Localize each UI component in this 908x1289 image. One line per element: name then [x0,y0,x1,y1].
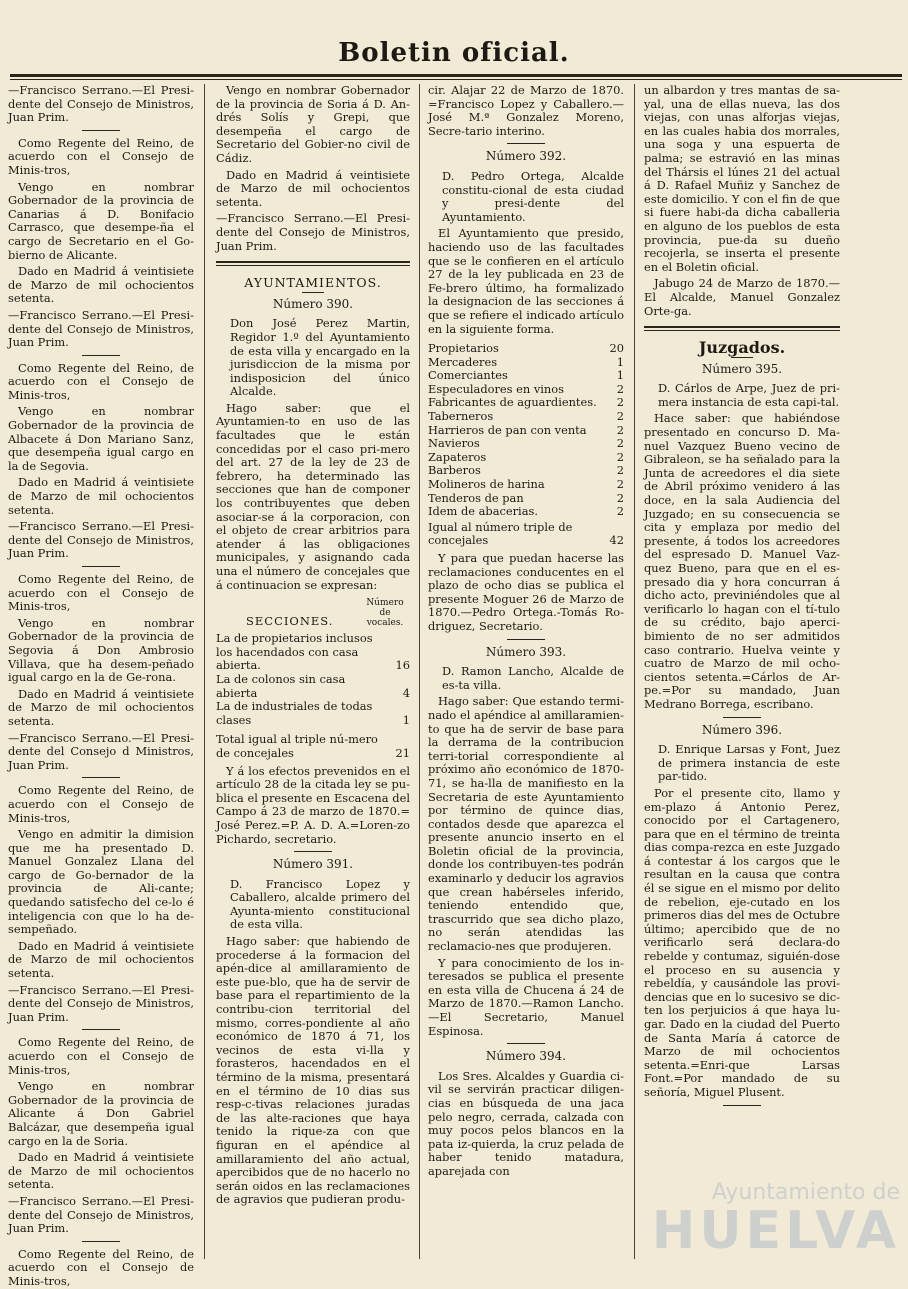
list-total [428,521,624,548]
decree-date: Dado en Madrid á veintisiete de Marzo de mil ochocientos setenta. [8,938,194,981]
list-item-value: 2 [616,449,624,464]
column-divider-1 [204,84,205,1259]
decree-date: Dado en Madrid á veintisiete de Marzo de mil ochocientos setenta. [8,1150,194,1192]
sections-heading: SECCIONES. [246,613,334,628]
notice-number: Número 392. [485,149,567,164]
list-item [428,492,624,506]
list-item-label: Mercaderes [428,354,498,369]
list-item-label: Taberneros [428,409,494,424]
list-item [428,437,624,451]
watermark-line-1: Ayuntamiento de [711,1180,900,1205]
table-row [216,673,410,700]
notice-body: un albardon y tres mantas de sa-yal, una de ellas nueva, las dos viejas, con unas alforjas viejas, en las cuales habia dos morrales, una soga y una espuerta de palma; se estravió en las minas del Thársis el lúnes 21 del actual á D. Rafael Muñiz y Sanchez de este domicilio. Y con el fin de que si fuere habi-da dicha caballeria en alguno de los pueblos de esta provincia, pue-da su dueño recojerla, se inserta el presente en el Boletin oficial. [644,83,840,274]
notice-heading: D. Pedro Ortega, Alcalde constitu-cional de esta ciudad y presi-dente del Ayuntamiento. [442,168,624,224]
row-label: La de industriales de todas clases [216,699,373,727]
list-item-label: Comerciantes [428,368,508,383]
list-item [428,383,624,397]
column-3 [428,84,624,1269]
notice-number: Número 393. [485,644,567,659]
list-item-label: Molineros de harina [428,477,545,492]
decree-preamble: Como Regente del Reino, de acuerdo con el Consejo de Minis-tros, [8,1246,194,1288]
separator [507,639,545,640]
row-value: 1 [402,712,410,727]
notice-heading: Don José Perez Martin, Regidor 1.º del Ayuntamiento de esta villa y encargado en la jurisdiccion de la misma por indisposicion del único Alcalde. [230,316,410,399]
notice-number: Número 391. [272,857,354,872]
separator [507,143,545,144]
column-divider-2 [419,84,420,1259]
notice-heading: D. Enrique Larsas y Font, Juez de primera instancia de este par-tido. [658,742,840,784]
list-item-label: Propietarios [428,341,499,356]
total-value: 21 [395,745,410,760]
notice-number: Número 395. [701,361,783,376]
list-item [428,424,624,438]
signature: —Francisco Serrano.—El Presi-dente del Consejo d Ministros, Juan Prim. [8,730,194,772]
signature: —Francisco Serrano.—El Presi-dente del Consejo de Ministros, Juan Prim. [8,1193,194,1236]
notice-number: Número 396. [701,722,783,737]
separator [723,717,761,718]
list-item-label: Navieros [428,436,480,451]
decree-body: Vengo en admitir la dimision que me ha presentado D. Manuel Gonzalez Llana del cargo de Go-bernador de la provincia de Ali-cante; quedando satisfecho del ce-lo é inteligencia con que lo ha de-sempeñado. [8,827,194,937]
notice-body: Hago saber: que habiendo de procederse á la formacion del apén-dice al amillaramiento de este pue-blo, que ha de servir de base para el repartimiento de la contribu-cion territorial del mismo, corres-pondiente al año económico de 1870 á 71, los vecinos de esta vi-lla y forasteros, hacendados en el término de la misma, presentará en el término de 10 dias sus resp-c-tivas relaciones juradas de las alte-raciones que haya tenido la rique-za con que figuran en el apéndice al amillaramiento del año actual, apercibidos que de no hacerlo no serán oidos en las reclamaciones de agravios que pudieran produ- [216,934,410,1207]
signature: —Francisco Serrano.—El Presi-dente del Consejo de Ministros, Juan Prim. [8,307,194,350]
decree-preamble: Como Regente del Reino, de acuerdo con el Consejo de Minis-tros, [8,572,194,614]
decree-preamble: Como Regente del Reino, de acuerdo con el Consejo de Minis-tros, [8,360,194,402]
section-title-juzgados: Juzgados. [698,338,786,358]
list-item-label: Barberos [428,463,481,478]
decree-preamble: Como Regente del Reino, de acuerdo con el Consejo de Minis-tros, [8,135,194,177]
list-item-value: 1 [616,368,624,383]
list-item-label: Harrieros de pan con venta [428,422,587,437]
notice-body: Y para que puedan hacerse las reclamaciones conducentes en el plazo de ocho dias se publica el presente Moguer 26 de Marzo de 1870.—Pedro Ortega.-Tomás Ro-driguez, Secretario. [428,551,624,633]
notice-heading: D. Cárlos de Arpe, Juez de pri-mera instancia de esta capi-tal. [658,381,840,409]
signature: —Francisco Serrano.—El Presi-dente del Consejo de Ministros, Juan Prim. [8,982,194,1024]
notice-heading: D. Ramon Lancho, Alcalde de es-ta villa. [442,664,624,692]
section-rule [216,261,410,266]
list-item-value: 2 [616,409,624,424]
table-row [216,700,410,727]
vocales-heading: Número de vocales. [366,598,404,629]
notice-body: Hace saber: que habiéndose presentado en concurso D. Ma-nuel Vazquez Bueno vecino de Gibraleon, se ha señalado para la Junta de acreedores el dia siete de Abril próximo venidero á las doce, en la sala Audiencia del Juzgado; en su consecuencia se cita y emplaza por medio del presente, á todos los acreedores del espresado D. Manuel Vaz-quez Bueno, para que en el es-presado dia y hora concurran á dicho acto, previniéndoles que al verificarlo lo hagan con el tí-tulo de su crédito, bajo aperci-bimiento de no ser admitidos caso contrario. Huelva veinte y cuatro de Marzo de mil ocho-cientos setenta.=Cárlos de Ar-pe.=Por su mandado, Juan Medrano Borrega, escribano. [644,411,840,711]
list-item-value: 2 [616,463,624,478]
list-item-value: 20 [609,341,624,356]
section-title-ayuntamientos: AYUNTAMIENTOS. [244,275,382,291]
list-item-label: Especuladores en vinos [428,381,564,396]
watermark-logo [560,1180,900,1270]
notice-number: Número 394. [485,1049,567,1064]
header-rule [10,74,902,77]
decree-date: Dado en Madrid á veintisiete de Marzo de mil ochocientos setenta. [8,264,194,306]
decree-preamble: Como Regente del Reino, de acuerdo con el Consejo de Minis-tros, [8,783,194,825]
separator [302,292,324,293]
signature: —Francisco Serrano.—El Presi-dente del Consejo de Ministros, Juan Prim. [216,211,410,253]
list-item [428,505,624,519]
separator [723,1105,761,1106]
header-rule-thin [10,79,902,80]
table-row [216,632,410,673]
list-item-value: 2 [616,381,624,396]
list-item [428,451,624,465]
list-item-label: Zapateros [428,449,487,464]
notice-body: Hago saber: Que estando termi-nado el apéndice al amillaramien-to que ha de servir de base para la derrama de la contribucion terri-torial correspondiente al próximo año económico de 1870-71, se ha-lla de manifiesto en la Secretaria de este Ayuntamiento por término de quince dias, contados desde que aparezca el presente anuncio inserto en el Boletin oficial de la provincia, donde los contribuyen-tes podrán examinarlo y deducir los agravios que crean habérseles inferido, teniendo entendido que, trascurrido que sea dicho plazo, no serán atendidas las reclamacio-nes que produjeren. [428,694,624,954]
decree-body: Vengo en nombrar Gobernador de la provincia de Soria á D. An-drés Solís y Grepi, que desempeña el cargo de Secretario del Gobier-no civil de Cádiz. [216,83,410,165]
list-item-value: 2 [616,422,624,437]
row-value: 4 [402,685,410,700]
list-item-value: 2 [616,490,624,505]
watermark-line-2: HUELVA [651,1201,900,1261]
list-item-value: 2 [616,395,624,410]
table-row-total [216,727,410,760]
sections-table-header [216,598,410,628]
notice-body: Hago saber: que el Ayuntamien-to en uso de las facultades que le están concedidas por el caso pri-mero del art. 27 de la ley de 23 de febrero, ha determinado las secciones que han de componer los contribuyentes que deben asociar-se á la corporacion, con el objeto de crear arbitrios para atender á las obligaciones municipales, y asignando cada una el número de concejales que á continuacion se expresan: [216,400,410,592]
notice-body: El Ayuntamiento que presido, haciendo uso de las facultades que se le confieren en el artículo 27 de la ley publicada en 23 de Fe-brero último, ha formalizado la designacion de las secciones á que se refiere el indicado artículo en la siguiente forma. [428,226,624,336]
signature: —Francisco Serrano.—El Presi-dente del Consejo de Ministros, Juan Prim. [8,519,194,561]
masthead-title: Boletin oficial. [338,38,570,68]
row-label: La de propietarios inclusos los hacendados con casa abierta. [216,631,373,673]
decree-body: Vengo en nombrar Gobernador de la provincia de Canarias á D. Bonifacio Carrasco, que desempe-ña el cargo de Secretario en el Go-bierno de Alicante. [8,179,194,262]
decree-body: Vengo en nombrar Gobernador de la provincia de Albacete á Don Mariano Sanz, que desempeña igual cargo en la de Segovia. [8,404,194,473]
notice-heading: D. Francisco Lopez y Caballero, alcalde primero del Ayunta-miento constitucional de esta villa. [230,876,410,932]
notice-signature: Jabugo 24 de Marzo de 1870.— El Alcalde, Manuel Gonzalez Orte-ga. [644,276,840,318]
decree-date: Dado en Madrid á veintisiete de Marzo de mil ochocientos setenta. [8,475,194,517]
list-item [428,410,624,424]
list-item-value: 2 [616,477,624,492]
column-4 [644,84,840,1269]
row-value: 16 [395,658,410,673]
sections-table [216,632,410,760]
notice-number: Número 390. [272,296,354,311]
column-divider-3 [634,84,635,1259]
notice-body: Y para conocimiento de los in-teresados se publica el presente en esta villa de Chucena á 24 de Marzo de 1870.—Ramon Lancho. —El Secretario, Manuel Espinosa. [428,955,624,1038]
list-item [428,369,624,383]
sections-list [428,342,624,519]
notice-body: Y á los efectos prevenidos en el artículo 28 de la citada ley se pu-blica el presente en Escacena del Campo á 23 de marzo de 1870.= José Perez.=P. A. D. A.=Loren-zo Pichardo, secretario. [216,763,410,846]
separator [82,777,120,778]
row-label: La de colonos sin casa abierta [216,671,346,700]
separator [82,130,120,131]
decree-date: Dado en Madrid á veintisiete de Marzo de mil ochocientos setenta. [8,686,194,728]
section-rule [644,326,840,331]
list-item [428,396,624,410]
decree-body: Vengo en nombrar Gobernador de la provincia de Alicante á Don Gabriel Balcázar, que desempeña igual cargo en la de Soria. [8,1079,194,1148]
list-item [428,478,624,492]
list-item-value: 2 [616,504,624,519]
list-item-label: Fabricantes de aguardientes. [428,395,597,410]
list-item-label: Idem de abacerias. [428,504,538,519]
column-1 [8,83,194,1288]
separator [507,1043,545,1044]
decree-preamble: Como Regente del Reino, de acuerdo con el Consejo de Minis-tros, [8,1035,194,1077]
signature: —Francisco Serrano.—El Presi-dente del Consejo de Ministros, Juan Prim. [8,83,194,125]
separator [82,355,120,356]
list-item [428,356,624,370]
decree-date: Dado en Madrid á veintisiete de Marzo de mil ochocientos setenta. [216,167,410,209]
list-item-value: 1 [616,354,624,369]
notice-body: Por el presente cito, llamo y em-plazo á Antonio Perez, conocido por el Cartagenero, para que en el término de treinta dias compa-rezca en este Juzgado á contestar á los cargos que le resultan en la causa que contra él se sigue en el mismo por delito de rebelion, eje-cutado en los primeros dias del mes de Octubre último; apercibido que de no verificarlo será declara-do rebelde y contumaz, siguién-dose el proceso en su ausencia y rebeldía, y causándole las provi-dencias que en lo sucesivo se dic-ten los perjuicios á que haya lu-gar. Dado en la ciudad del Puerto de Santa María á catorce de Marzo de mil ochocientos setenta.=Enri-que Larsas Font.=Por mandado de su señoría, Miguel Plusent. [644,785,840,1099]
separator [82,566,120,567]
notice-body: cir. Alajar 22 de Marzo de 1870. =Francisco Lopez y Caballero.— José M.ª Gonzalez Moreno, Secre-tario interino. [428,83,624,138]
separator [294,851,332,852]
total-label: Total igual al triple nú-mero de concejales [216,732,378,760]
notice-body: Los Sres. Alcaldes y Guardia ci-vil se servirán practicar diligen-cias en búsqueda de una jaca pelo negro, cerrada, calzada con muy pocos pelos blancos en la pata iz-quierda, la cruz pelada de haber tenido matadura, aparejada con [428,1068,624,1178]
separator [82,1029,120,1030]
column-2 [216,84,410,1269]
list-item-value: 2 [616,436,624,451]
total-label: Igual al número triple de concejales [428,519,573,548]
list-item [428,342,624,356]
list-item-label: Tenderos de pan [428,490,524,505]
total-value: 42 [609,533,624,548]
decree-body: Vengo en nombrar Gobernador de la provincia de Segovia á Don Ambrosio Villava, que ha desem-peñado igual cargo en la de Ge-rona. [8,615,194,685]
separator [82,1241,120,1242]
list-item [428,464,624,478]
